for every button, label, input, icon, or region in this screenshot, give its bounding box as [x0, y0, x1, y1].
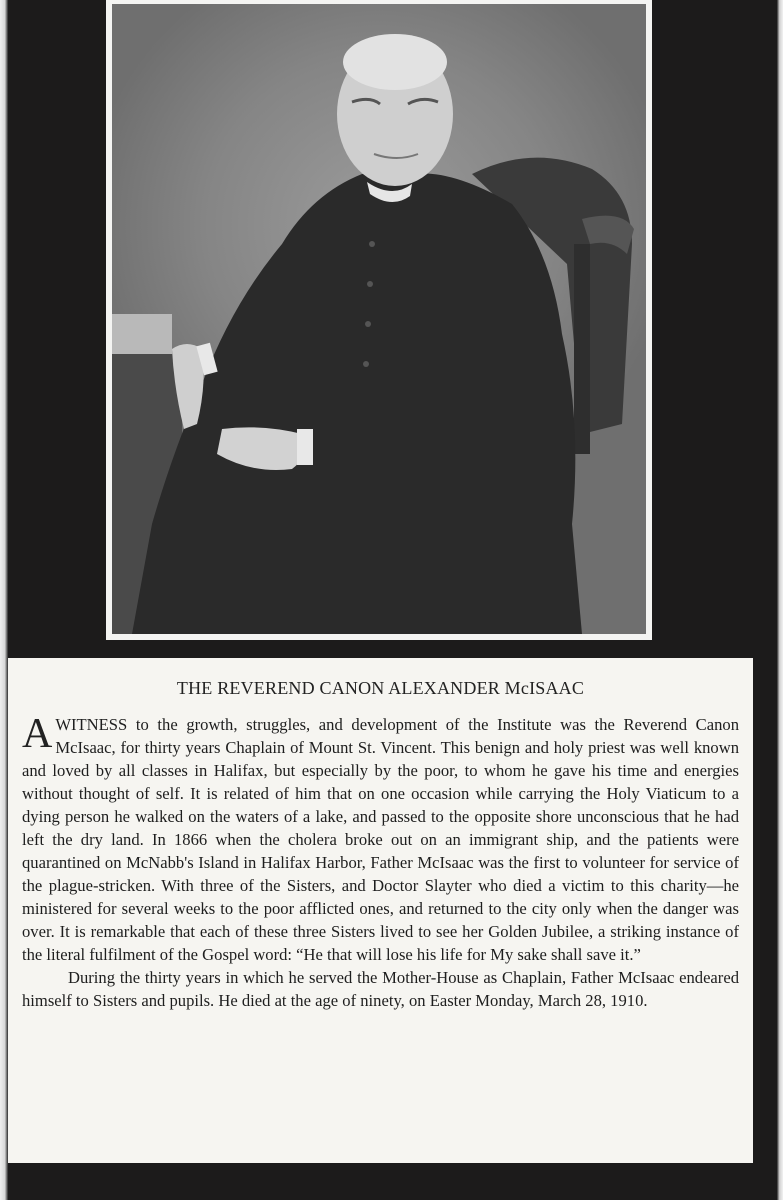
- bald-crown: [343, 34, 447, 90]
- article-clipping: [8, 658, 753, 1163]
- article-headline: THE REVEREND CANON ALEXANDER McISAAC: [176, 678, 585, 698]
- drop-cap: A: [22, 711, 53, 757]
- table-book: [112, 314, 172, 354]
- portrait-photograph: [112, 4, 646, 634]
- scan-margin-right: [777, 0, 783, 1200]
- article-paragraph-2: During the thirty years in which he served the Mother-House as Chaplain, Father McIsaac endeared himself to Sisters and pupils. He died at the age of ninety, on Easter Monday, March 28, 1910.: [22, 968, 739, 1010]
- scan-margin-left: [0, 0, 8, 1200]
- portrait-illustration: [112, 4, 646, 634]
- portrait-photo-frame: [106, 0, 652, 640]
- lead-word: WITNESS: [55, 715, 128, 734]
- armchair-leg: [574, 244, 590, 454]
- paragraph-1-text: to the growth, struggles, and development of the Institute was the Reverend Canon McIsaac, for thirty years Chaplain of Mount St. Vincent. This benign and holy priest was well known and loved by all classes in Halifax, but especially by the poor, to whom he gave his time and energies without thought of self. It is related of him that on one occasion while carrying the Holy Viaticum to a dying person he walked on the waters of a lake, and passed to the opposite shore unconscious that he had left the dry land. In 1866 when the cholera broke out on an immigrant ship, and the patients were quarantined on McNabb's Island in Halifax Harbor, Father McIsaac was the first to volunteer for service of the plague-stricken. With three of the Sisters, and Doctor Slayter who died a victim to this charity—he ministered for several weeks to the poor afflicted ones, and returned to the city only when the danger was over. It is remarkable that each of these three Sisters lived to see her Golden Jubilee, a striking instance of the literal fulfilment of the Gospel word: “He that will lose his life for My sake shall save it.”: [22, 715, 739, 964]
- article-paragraph-1: [22, 713, 739, 966]
